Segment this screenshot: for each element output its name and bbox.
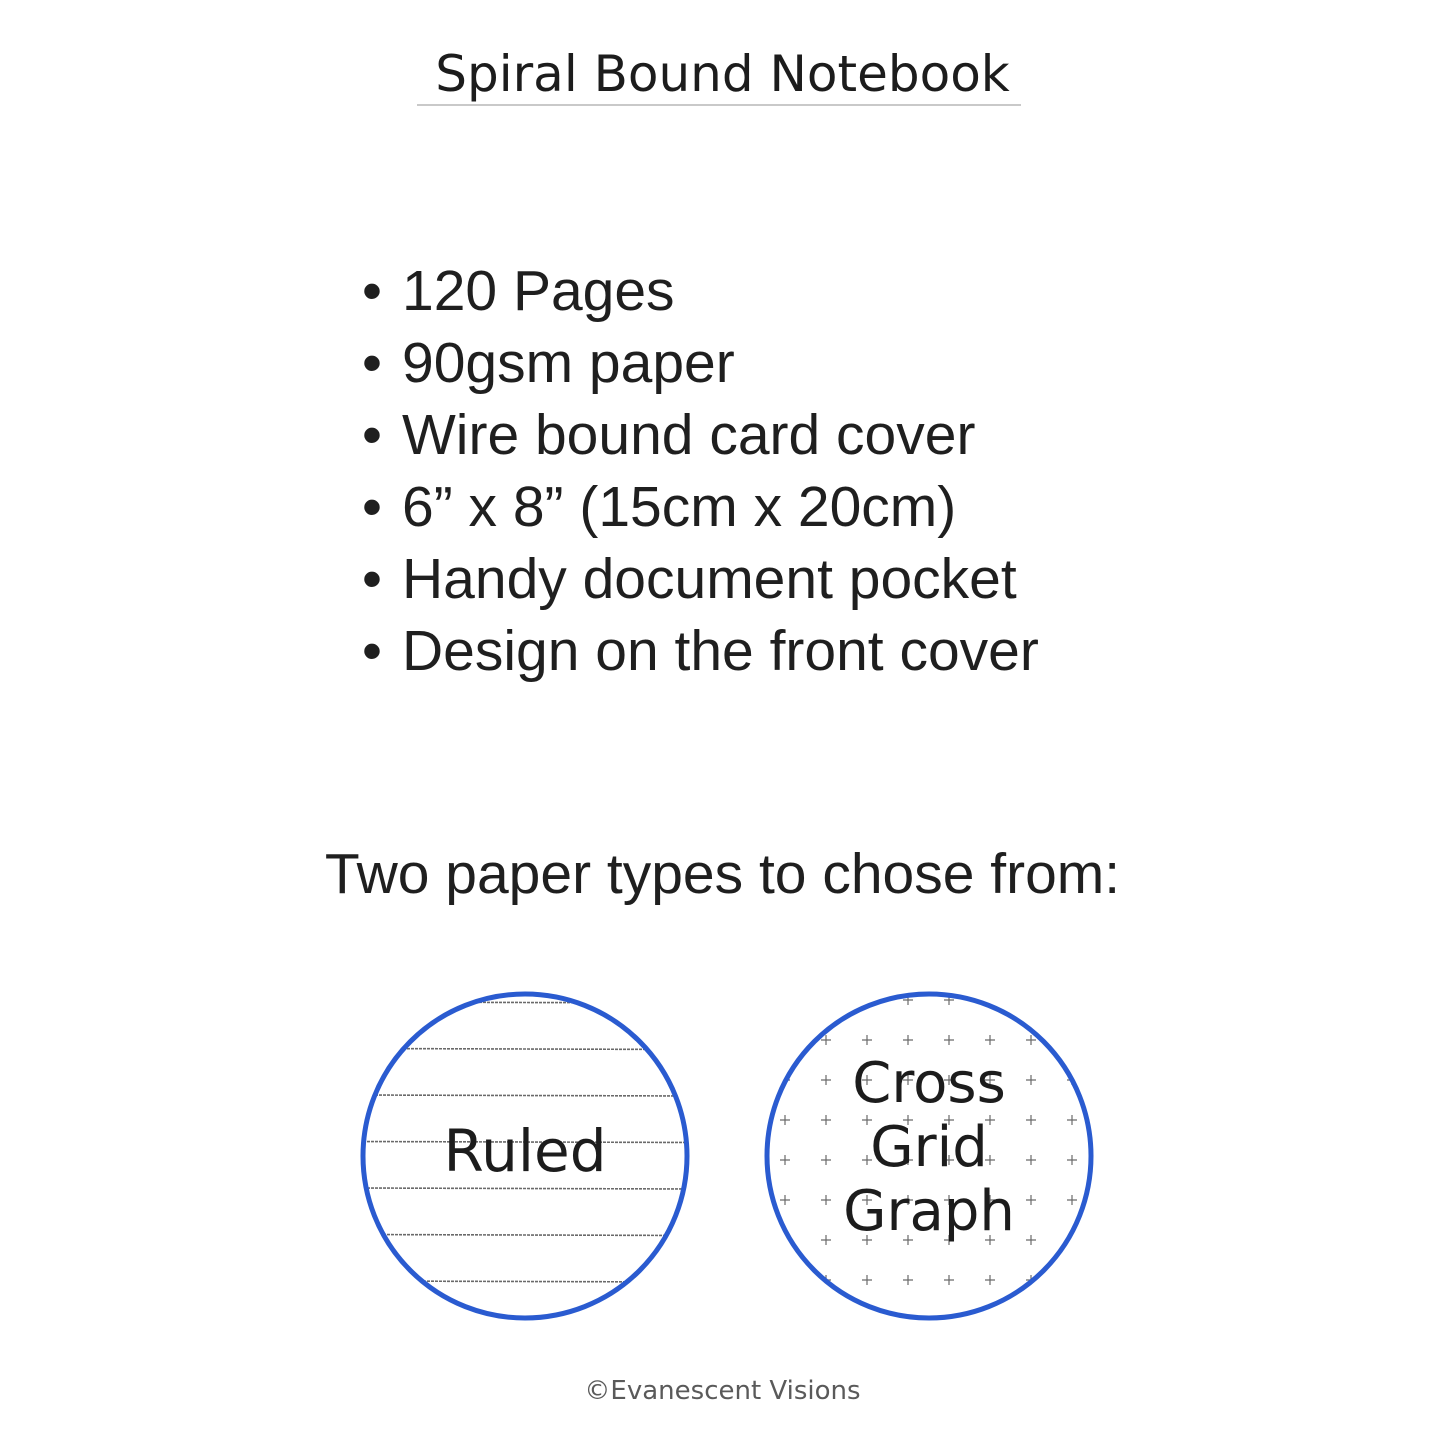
- grid-cross-mark: [780, 1315, 790, 1325]
- grid-cross-mark: [780, 1035, 790, 1045]
- ruled-line: [355, 1188, 695, 1189]
- cross-grid-label: [766, 1052, 1092, 1244]
- cross-grid-label-line: Cross: [852, 1051, 1006, 1116]
- bullet-icon: •: [362, 403, 382, 467]
- cross-grid-label-line: Grid: [870, 1115, 988, 1180]
- grid-cross-mark: [780, 1275, 790, 1285]
- grid-cross-mark: [1067, 995, 1077, 1005]
- grid-cross-mark: [903, 1035, 913, 1045]
- grid-cross-mark: [1067, 1275, 1077, 1285]
- ruled-line: [355, 1002, 695, 1003]
- grid-cross-mark: [821, 1315, 831, 1325]
- ruled-label: Ruled: [443, 1117, 607, 1185]
- ruled-line: [355, 1095, 695, 1096]
- feature-text: Handy document pocket: [402, 547, 1017, 611]
- grid-cross-mark: [944, 1275, 954, 1285]
- bullet-icon: •: [362, 475, 382, 539]
- ruled-line: [355, 1281, 695, 1282]
- grid-cross-mark: [985, 1275, 995, 1285]
- grid-cross-mark: [985, 1035, 995, 1045]
- grid-cross-mark: [780, 995, 790, 1005]
- page-title: Spiral Bound Notebook: [435, 45, 1010, 103]
- feature-text: 90gsm paper: [402, 331, 735, 395]
- grid-cross-mark: [1026, 995, 1036, 1005]
- grid-cross-mark: [862, 1275, 872, 1285]
- feature-text: Wire bound card cover: [402, 403, 976, 467]
- ruled-line: [355, 1235, 695, 1236]
- grid-cross-mark: [862, 1035, 872, 1045]
- grid-cross-mark: [821, 995, 831, 1005]
- bullet-icon: •: [362, 331, 382, 395]
- feature-text: 6” x 8” (15cm x 20cm): [402, 475, 957, 539]
- grid-cross-mark: [1067, 1315, 1077, 1325]
- feature-text: 120 Pages: [402, 259, 675, 323]
- paper-types-heading: Two paper types to chose from:: [324, 842, 1121, 906]
- grid-cross-mark: [985, 1315, 995, 1325]
- copyright-footer: ©Evanescent Visions: [584, 1376, 861, 1406]
- feature-text: Design on the front cover: [402, 619, 1039, 683]
- grid-cross-mark: [903, 1275, 913, 1285]
- grid-cross-mark: [862, 1315, 872, 1325]
- cross-grid-label-line: Graph: [843, 1179, 1015, 1244]
- grid-cross-mark: [1067, 1035, 1077, 1045]
- bullet-icon: •: [362, 619, 382, 683]
- grid-cross-mark: [944, 1035, 954, 1045]
- bullet-icon: •: [362, 547, 382, 611]
- grid-cross-mark: [1026, 1035, 1036, 1045]
- grid-cross-mark: [1026, 1315, 1036, 1325]
- bullet-icon: •: [362, 259, 382, 323]
